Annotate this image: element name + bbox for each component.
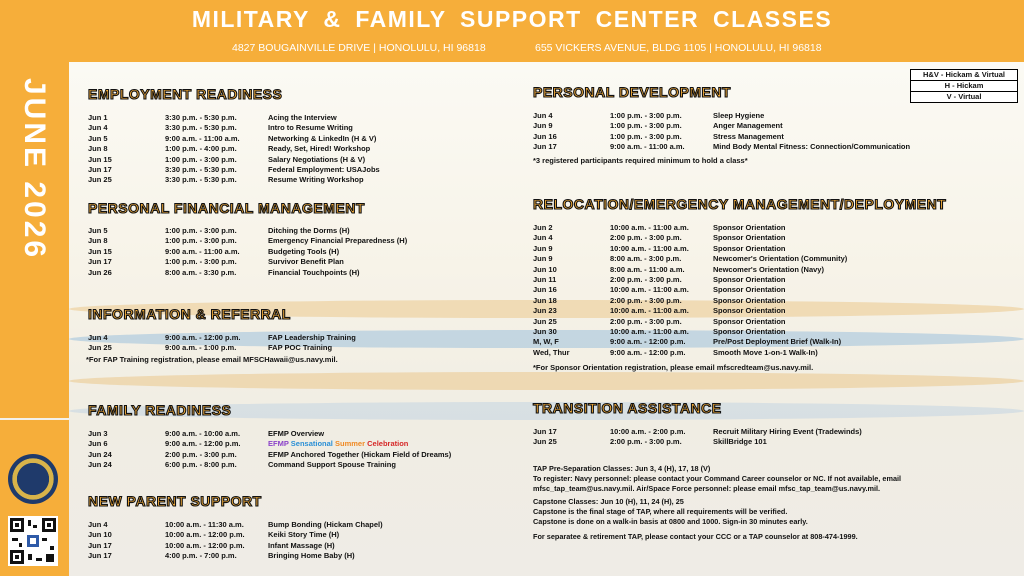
row-date: Jun 25 <box>88 175 112 185</box>
row-class: Networking & LinkedIn (H & V) <box>268 133 377 143</box>
section-title-info-referral: INFORMATION & REFERRAL <box>88 306 291 322</box>
row-date: Wed, Thur <box>533 347 570 357</box>
row-class: Sponsor Orientation <box>713 233 786 243</box>
row-time: 3:30 p.m. - 5:30 p.m. <box>165 113 237 122</box>
header-banner <box>0 0 1024 62</box>
row-class: Sponsor Orientation <box>713 306 786 316</box>
row-time: 3:30 p.m. - 5:30 p.m. <box>165 175 237 185</box>
row-class: Sponsor Orientation <box>713 295 786 305</box>
row-date: Jun 5 <box>88 226 108 235</box>
row-class: Bump Bonding (Hickam Chapel) <box>268 520 383 529</box>
row-time: 9:00 a.m. - 11:00 a.m. <box>610 142 685 152</box>
qr-code-icon[interactable] <box>8 516 58 566</box>
section-title-new-parent: NEW PARENT SUPPORT <box>88 493 262 509</box>
legend-item: H&V - Hickam & Virtual <box>911 70 1017 81</box>
address-bougainville: 4827 BOUGAINVILLE DRIVE | HONOLULU, HI 96818 <box>232 42 486 54</box>
row-date: Jun 6 <box>88 439 108 449</box>
row-time: 1:00 p.m. - 4:00 p.m. <box>165 144 237 154</box>
row-class: Sponsor Orientation <box>713 326 786 336</box>
row-time: 8:00 a.m. - 3:00 p.m. <box>610 254 682 264</box>
row-class: Smooth Move 1-on-1 Walk-In) <box>713 347 818 357</box>
row-time: 1:00 p.m. - 3:00 p.m. <box>165 154 237 164</box>
row-class: Salary Negotiations (H & V) <box>268 154 366 164</box>
row-time: 4:00 p.m. - 7:00 p.m. <box>165 551 237 561</box>
tap-contact: For separatee & retirement TAP, please contact your CCC or a TAP counselor at 808-474-1999. <box>533 531 858 541</box>
row-class: FAP POC Training <box>268 343 333 353</box>
row-time: 10:00 a.m. - 2:00 p.m. <box>610 427 686 436</box>
row-time: 2:00 p.m. - 3:00 p.m. <box>610 316 682 326</box>
background-wave <box>69 372 1024 390</box>
row-date: Jun 26 <box>88 267 112 277</box>
row-class: Pre/Post Deployment Brief (Walk-In) <box>713 337 842 347</box>
row-class: Resume Writing Workshop <box>268 175 364 185</box>
row-class: Sponsor Orientation <box>713 285 786 295</box>
row-date: Jun 9 <box>533 243 553 253</box>
row-date: Jun 25 <box>533 437 557 447</box>
row-class: EFMP Overview <box>268 429 325 438</box>
row-class: Sleep Hygiene <box>713 111 765 120</box>
row-date: Jun 24 <box>88 449 112 459</box>
row-class: Command Support Spouse Training <box>268 460 396 470</box>
row-time: 2:00 p.m. - 3:00 p.m. <box>610 437 682 447</box>
row-class: SkillBridge 101 <box>713 437 767 447</box>
row-date: M, W, F <box>533 337 559 347</box>
mfsc-seal-logo <box>8 454 58 504</box>
month-label: JUNE 2026 <box>18 78 51 261</box>
sidebar-divider <box>0 418 69 420</box>
row-date: Jun 8 <box>88 144 108 154</box>
row-date: Jun 17 <box>533 427 557 436</box>
row-date: Jun 1 <box>88 113 108 122</box>
celebration-word: Celebration <box>367 439 409 449</box>
tap-info <box>533 464 903 542</box>
row-date: Jun 15 <box>88 154 112 164</box>
row-class: Survivor Benefit Plan <box>268 257 344 267</box>
row-date: Jun 30 <box>533 326 557 336</box>
tap-capstone-final: Capstone is the final stage of TAP, where all requirements will be verified. <box>533 507 788 517</box>
row-date: Jun 9 <box>533 254 553 264</box>
row-class: Sponsor Orientation <box>713 316 786 326</box>
row-class: Ditching the Dorms (H) <box>268 226 350 235</box>
tap-capstone: Capstone Classes: Jun 10 (H), 11, 24 (H), 25 <box>533 497 684 507</box>
row-time: 9:00 a.m. - 12:00 p.m. <box>165 333 241 342</box>
row-class: Budgeting Tools (H) <box>268 246 340 256</box>
row-time: 10:00 a.m. - 11:00 a.m. <box>610 223 689 232</box>
row-time: 1:00 p.m. - 3:00 p.m. <box>610 121 682 131</box>
row-class: Infant Massage (H) <box>268 540 335 550</box>
row-time: 10:00 a.m. - 11:00 a.m. <box>610 306 689 316</box>
row-date: Jun 24 <box>88 460 112 470</box>
row-time: 9:00 a.m. - 12:00 p.m. <box>165 439 241 449</box>
row-date: Jun 2 <box>533 223 553 232</box>
row-class: Recruit Military Hiring Event (Tradewinds) <box>713 427 862 436</box>
row-date: Jun 25 <box>533 316 557 326</box>
row-time: 3:30 p.m. - 5:30 p.m. <box>165 164 237 174</box>
row-date: Jun 9 <box>533 121 553 131</box>
section-title-financial: PERSONAL FINANCIAL MANAGEMENT <box>88 200 365 216</box>
row-time: 1:00 p.m. - 3:00 p.m. <box>610 111 682 120</box>
row-class: Newcomer's Orientation (Navy) <box>713 264 824 274</box>
section-title-transition: TRANSITION ASSISTANCE <box>533 400 722 416</box>
row-class: Sponsor Orientation <box>713 223 786 232</box>
row-time: 10:00 a.m. - 12:00 p.m. <box>165 540 245 550</box>
row-date: Jun 4 <box>88 520 108 529</box>
row-time: 10:00 a.m. - 11:00 a.m. <box>610 285 689 295</box>
row-time: 1:00 p.m. - 3:00 p.m. <box>165 257 237 267</box>
row-time: 10:00 a.m. - 11:00 a.m. <box>610 243 689 253</box>
row-date: Jun 4 <box>533 111 553 120</box>
row-time: 6:00 p.m. - 8:00 p.m. <box>165 460 237 470</box>
row-date: Jun 8 <box>88 236 108 246</box>
row-date: Jun 5 <box>88 133 108 143</box>
row-class: Stress Management <box>713 131 784 141</box>
tap-preseparation: TAP Pre-Separation Classes: Jun 3, 4 (H), 17, 18 (V) <box>533 464 711 473</box>
row-time: 2:00 p.m. - 3:00 p.m. <box>165 449 237 459</box>
row-class: Newcomer's Orientation (Community) <box>713 254 848 264</box>
celebration-word: EFMP <box>268 439 289 449</box>
row-date: Jun 18 <box>533 295 557 305</box>
row-time: 9:00 a.m. - 10:00 a.m. <box>165 429 241 438</box>
row-class: Emergency Financial Preparedness (H) <box>268 236 408 246</box>
row-class: Bringing Home Baby (H) <box>268 551 355 561</box>
row-class: Mind Body Mental Fitness: Connection/Communication <box>713 142 911 152</box>
row-time: 10:00 a.m. - 11:30 a.m. <box>165 520 244 529</box>
row-time: 8:00 a.m. - 11:00 a.m. <box>610 264 685 274</box>
row-class: Financial Touchpoints (H) <box>268 267 360 277</box>
row-class: FAP Leadership Training <box>268 333 356 342</box>
tap-register: To register: Navy personnel: please contact your Command Career counselor or NC. If not available, email mfsc_tap_team@us.navy.mil. Air/Space Force personnel: please email mfsc_tap_team@us.navy.mil. <box>533 473 902 493</box>
row-time: 9:00 a.m. - 12:00 p.m. <box>610 337 686 347</box>
row-time: 8:00 a.m. - 3:30 p.m. <box>165 267 237 277</box>
section-title-personal: PERSONAL DEVELOPMENT <box>533 84 731 100</box>
row-date: Jun 17 <box>88 164 112 174</box>
row-time: 2:00 p.m. - 3:00 p.m. <box>610 274 682 284</box>
row-date: Jun 16 <box>533 131 557 141</box>
row-time: 9:00 a.m. - 11:00 a.m. <box>165 246 240 256</box>
row-date: Jun 17 <box>88 551 112 561</box>
row-date: Jun 15 <box>88 246 112 256</box>
row-class <box>268 439 408 449</box>
row-time: 9:00 a.m. - 11:00 a.m. <box>165 133 240 143</box>
minimum-note: *3 registered participants required minimum to hold a class* <box>533 156 748 165</box>
row-date: Jun 10 <box>88 530 112 540</box>
row-time: 9:00 a.m. - 12:00 p.m. <box>610 347 686 357</box>
row-date: Jun 4 <box>88 333 108 342</box>
row-class: Anger Management <box>713 121 783 131</box>
row-date: Jun 17 <box>88 540 112 550</box>
row-date: Jun 17 <box>88 257 112 267</box>
row-class: Federal Employment: USAJobs <box>268 164 380 174</box>
row-class: Sponsor Orientation <box>713 243 786 253</box>
row-time: 10:00 a.m. - 12:00 p.m. <box>165 530 245 540</box>
row-time: 1:00 p.m. - 3:00 p.m. <box>610 131 682 141</box>
row-date: Jun 10 <box>533 264 557 274</box>
row-class: Acing the Interview <box>268 113 337 122</box>
row-time: 2:00 p.m. - 3:00 p.m. <box>610 295 682 305</box>
row-class: Intro to Resume Writing <box>268 123 353 133</box>
section-title-employment: EMPLOYMENT READINESS <box>88 86 283 102</box>
section-title-relocation: RELOCATION/EMERGENCY MANAGEMENT/DEPLOYMENT <box>533 196 947 212</box>
address-vickers: 655 VICKERS AVENUE, BLDG 1105 | HONOLULU, HI 96818 <box>535 42 822 54</box>
row-time: 1:00 p.m. - 3:00 p.m. <box>165 226 237 235</box>
row-time: 1:00 p.m. - 3:00 p.m. <box>165 236 237 246</box>
legend-item: H - Hickam <box>911 81 1017 92</box>
row-class: EFMP Anchored Together (Hickam Field of Dreams) <box>268 449 452 459</box>
row-class: Keiki Story Time (H) <box>268 530 340 540</box>
location-legend <box>910 69 1018 103</box>
row-date: Jun 16 <box>533 285 557 295</box>
row-date: Jun 4 <box>88 123 108 133</box>
row-date: Jun 25 <box>88 343 112 353</box>
fap-note: *For FAP Training registration, please email MFSCHawaii@us.navy.mil. <box>86 355 338 364</box>
page-title: MILITARY & FAMILY SUPPORT CENTER CLASSES <box>191 6 833 32</box>
celebration-word: Sensational <box>290 439 333 449</box>
row-class: Ready, Set, Hired! Workshop <box>268 144 371 154</box>
row-class: Sponsor Orientation <box>713 274 786 284</box>
section-title-family: FAMILY READINESS <box>88 402 232 418</box>
tap-capstone-walkin: Capstone is done on a walk-in basis at 0800 and 1000. Sign-in 30 minutes early. <box>533 516 808 526</box>
row-date: Jun 17 <box>533 142 557 152</box>
row-date: Jun 11 <box>533 274 557 284</box>
row-time: 3:30 p.m. - 5:30 p.m. <box>165 123 237 133</box>
row-time: 2:00 p.m. - 3:00 p.m. <box>610 233 682 243</box>
legend-item: V - Virtual <box>946 92 982 101</box>
celebration-word: Summer <box>335 439 366 449</box>
row-date: Jun 23 <box>533 306 557 316</box>
row-date: Jun 3 <box>88 429 108 438</box>
row-time: 9:00 a.m. - 1:00 p.m. <box>165 343 237 353</box>
sponsor-note: *For Sponsor Orientation registration, please email mfscredteam@us.navy.mil. <box>533 363 814 372</box>
row-time: 10:00 a.m. - 11:00 a.m. <box>610 326 689 336</box>
row-date: Jun 4 <box>533 233 553 243</box>
